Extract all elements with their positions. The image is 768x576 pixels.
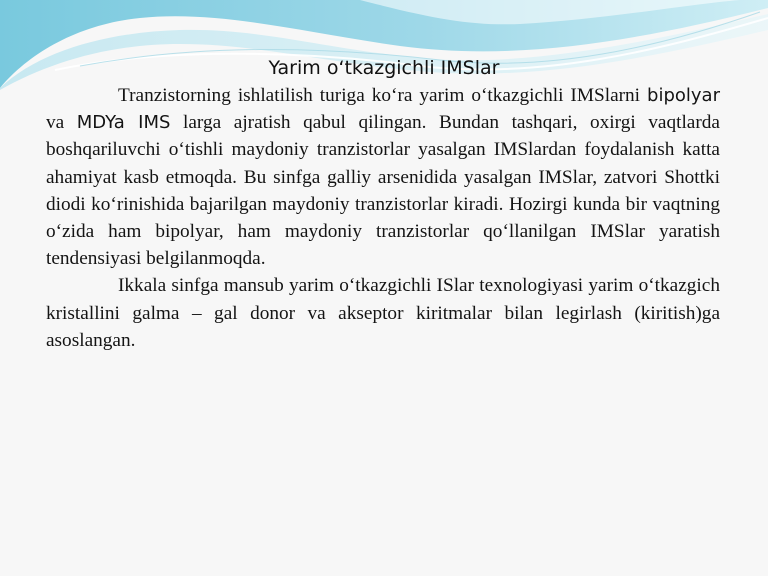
term-bipolyar: bipolyar bbox=[647, 85, 720, 106]
paragraph-1-text-a: Tranzistorning ishlatilish turiga ko‘ra yarim o‘tkazgichli IMSlarni bbox=[118, 85, 641, 106]
slide-body bbox=[46, 82, 720, 354]
paragraph-2: Ikkala sinfga mansub yarim o‘tkazgichli ISlar texnologiyasi yarim o‘tkazgich kristallini galma – gal donor va akseptor kiritmalar bilan legirlash (kiritish)ga asoslangan. bbox=[46, 275, 720, 351]
slide-title-text: Yarim o‘tkazgichli IMSlar bbox=[268, 57, 500, 79]
paragraph-1 bbox=[46, 82, 720, 272]
slide-title bbox=[0, 57, 768, 79]
paragraph-1-text-b: va bbox=[46, 112, 65, 134]
term-mdya-ims: MDYa IMS bbox=[76, 112, 171, 134]
paragraph-1-text-c: larga ajratish qabul qilingan. Bundan tashqari, oxirgi vaqtlarda boshqariluvchi o‘tishli maydoniy tranzistorlar yasalgan IMSlardan foydalanish katta ahamiyat kasb etmoqda. Bu sinfga galliy arsenidida yasalgan IMSlar, zatvori Shottki diodi ko‘rinishida bajarilgan maydoniy tranzistorlar kiradi. Hozirgi kunda bir vaqtning o‘zida ham bipolyar, ham maydoniy tranzistorlar qo‘llanilgan IMSlar yaratish tendensiyasi belgilanmoqda. bbox=[46, 112, 720, 270]
